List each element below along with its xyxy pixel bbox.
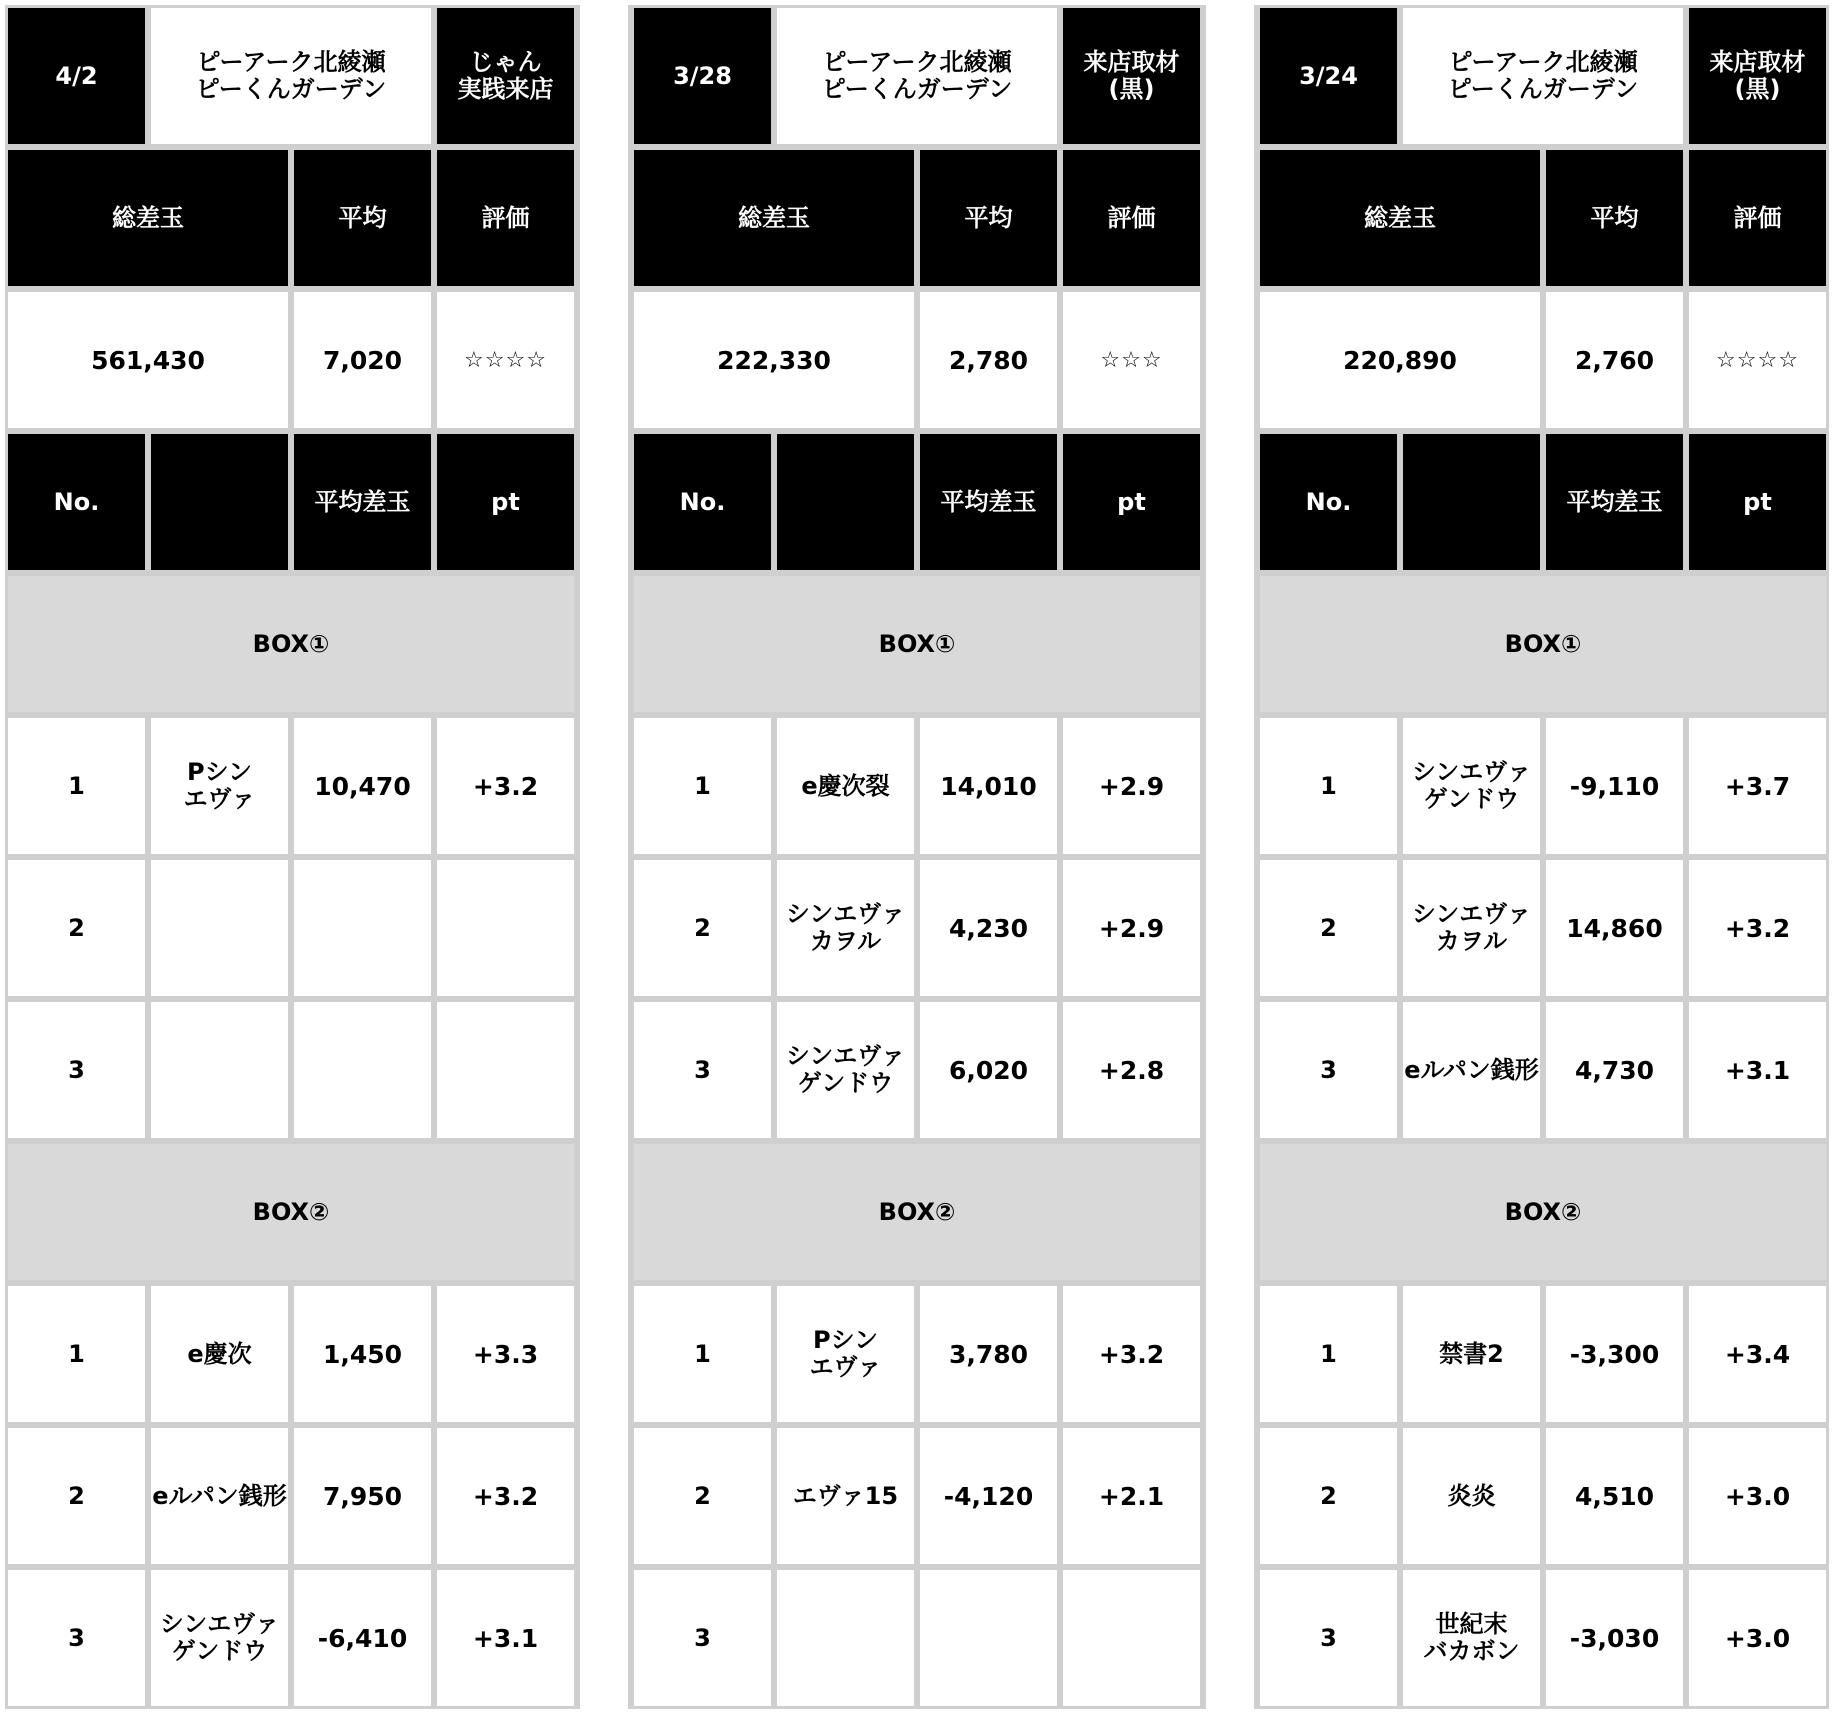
box-label: BOX① (5, 573, 577, 715)
avg-diff-value: -6,410 (291, 1567, 434, 1709)
row-number: 1 (1257, 1283, 1400, 1425)
average-header: 平均 (291, 147, 434, 289)
pt-header: pt (1060, 431, 1203, 573)
total-diff-header: 総差玉 (5, 147, 291, 289)
total-diff-header: 総差玉 (631, 147, 917, 289)
pt-header: pt (1686, 431, 1829, 573)
machine-name: Pシン エヴァ (774, 1283, 917, 1425)
row-number: 3 (1257, 1567, 1400, 1709)
avg-diff-value: 1,450 (291, 1283, 434, 1425)
average-value: 2,780 (917, 289, 1060, 431)
avg-diff-header: 平均差玉 (1543, 431, 1686, 573)
no-header: No. (5, 431, 148, 573)
row-number: 3 (1257, 999, 1400, 1141)
row-number: 1 (5, 715, 148, 857)
total-diff-header: 総差玉 (1257, 147, 1543, 289)
row-number: 3 (5, 999, 148, 1141)
row-number: 2 (1257, 1425, 1400, 1567)
pt-value: +2.8 (1060, 999, 1203, 1141)
machine-name: エヴァ15 (774, 1425, 917, 1567)
avg-diff-value (917, 1567, 1060, 1709)
machine-name (774, 1567, 917, 1709)
total-diff-value: 222,330 (631, 289, 917, 431)
machine-name: シンエヴァ カヲル (774, 857, 917, 999)
no-header: No. (631, 431, 774, 573)
rating-stars: ☆☆☆☆ (434, 289, 577, 431)
machine-name: eルパン銭形 (148, 1425, 291, 1567)
machine-name: 炎炎 (1400, 1425, 1543, 1567)
avg-diff-value: -4,120 (917, 1425, 1060, 1567)
average-value: 2,760 (1543, 289, 1686, 431)
machine-name: Pシン エヴァ (148, 715, 291, 857)
rating-header: 評価 (1686, 147, 1829, 289)
row-number: 3 (5, 1567, 148, 1709)
pt-value: +2.9 (1060, 715, 1203, 857)
store-name-cell: ピーアーク北綾瀬 ピーくんガーデン (1400, 5, 1686, 147)
avg-diff-value: 4,230 (917, 857, 1060, 999)
row-number: 2 (5, 1425, 148, 1567)
rating-stars: ☆☆☆ (1060, 289, 1203, 431)
machine-name: eルパン銭形 (1400, 999, 1543, 1141)
panel-gap (577, 5, 631, 1709)
machine-name (148, 857, 291, 999)
avg-diff-header: 平均差玉 (917, 431, 1060, 573)
box-label: BOX① (631, 573, 1203, 715)
avg-diff-header: 平均差玉 (291, 431, 434, 573)
avg-diff-value: 6,020 (917, 999, 1060, 1141)
avg-diff-value: 14,860 (1543, 857, 1686, 999)
pt-value: +2.1 (1060, 1425, 1203, 1567)
average-header: 平均 (1543, 147, 1686, 289)
average-header: 平均 (917, 147, 1060, 289)
machine-name: 世紀末 バカボン (1400, 1567, 1543, 1709)
machine-name: e慶次裂 (774, 715, 917, 857)
event-type-cell: 来店取材 (黒) (1686, 5, 1829, 147)
avg-diff-value: 3,780 (917, 1283, 1060, 1425)
rating-header: 評価 (1060, 147, 1203, 289)
machine-header (774, 431, 917, 573)
row-number: 3 (631, 999, 774, 1141)
date-cell: 3/24 (1257, 5, 1400, 147)
avg-diff-value: 10,470 (291, 715, 434, 857)
row-number: 1 (631, 1283, 774, 1425)
avg-diff-value: -3,030 (1543, 1567, 1686, 1709)
row-number: 1 (1257, 715, 1400, 857)
row-number: 2 (1257, 857, 1400, 999)
pt-value (434, 857, 577, 999)
avg-diff-value: 14,010 (917, 715, 1060, 857)
row-number: 1 (631, 715, 774, 857)
store-name-cell: ピーアーク北綾瀬 ピーくんガーデン (148, 5, 434, 147)
box-label: BOX① (1257, 573, 1829, 715)
pt-value: +3.0 (1686, 1425, 1829, 1567)
date-cell: 3/28 (631, 5, 774, 147)
pt-value: +3.3 (434, 1283, 577, 1425)
panel-gap (1203, 5, 1257, 1709)
pt-value (434, 999, 577, 1141)
date-cell: 4/2 (5, 5, 148, 147)
pt-value: +3.2 (434, 715, 577, 857)
row-number: 2 (631, 857, 774, 999)
total-diff-value: 220,890 (1257, 289, 1543, 431)
pt-value: +3.1 (434, 1567, 577, 1709)
rating-stars: ☆☆☆☆ (1686, 289, 1829, 431)
pt-value: +3.2 (1686, 857, 1829, 999)
avg-diff-value: -9,110 (1543, 715, 1686, 857)
pt-value: +3.7 (1686, 715, 1829, 857)
row-number: 3 (631, 1567, 774, 1709)
store-name-cell: ピーアーク北綾瀬 ピーくんガーデン (774, 5, 1060, 147)
machine-header (1400, 431, 1543, 573)
avg-diff-value: 4,510 (1543, 1425, 1686, 1567)
machine-header (148, 431, 291, 573)
event-type-cell: 来店取材 (黒) (1060, 5, 1203, 147)
rating-header: 評価 (434, 147, 577, 289)
box-label: BOX② (631, 1141, 1203, 1283)
machine-name (148, 999, 291, 1141)
no-header: No. (1257, 431, 1400, 573)
avg-diff-value: -3,300 (1543, 1283, 1686, 1425)
avg-diff-value: 4,730 (1543, 999, 1686, 1141)
pt-value: +3.0 (1686, 1567, 1829, 1709)
machine-name: シンエヴァ ゲンドウ (1400, 715, 1543, 857)
box-label: BOX② (1257, 1141, 1829, 1283)
row-number: 2 (5, 857, 148, 999)
machine-name: 禁書2 (1400, 1283, 1543, 1425)
event-type-cell: じゃん 実践来店 (434, 5, 577, 147)
machine-name: e慶次 (148, 1283, 291, 1425)
machine-name: シンエヴァ カヲル (1400, 857, 1543, 999)
box-label: BOX② (5, 1141, 577, 1283)
machine-name: シンエヴァ ゲンドウ (148, 1567, 291, 1709)
avg-diff-value (291, 857, 434, 999)
average-value: 7,020 (291, 289, 434, 431)
total-diff-value: 561,430 (5, 289, 291, 431)
pt-value: +2.9 (1060, 857, 1203, 999)
avg-diff-value (291, 999, 434, 1141)
pt-value: +3.1 (1686, 999, 1829, 1141)
pt-value: +3.4 (1686, 1283, 1829, 1425)
pt-value: +3.2 (434, 1425, 577, 1567)
pt-header: pt (434, 431, 577, 573)
machine-name: シンエヴァ ゲンドウ (774, 999, 917, 1141)
row-number: 1 (5, 1283, 148, 1425)
pt-value (1060, 1567, 1203, 1709)
row-number: 2 (631, 1425, 774, 1567)
pt-value: +3.2 (1060, 1283, 1203, 1425)
avg-diff-value: 7,950 (291, 1425, 434, 1567)
